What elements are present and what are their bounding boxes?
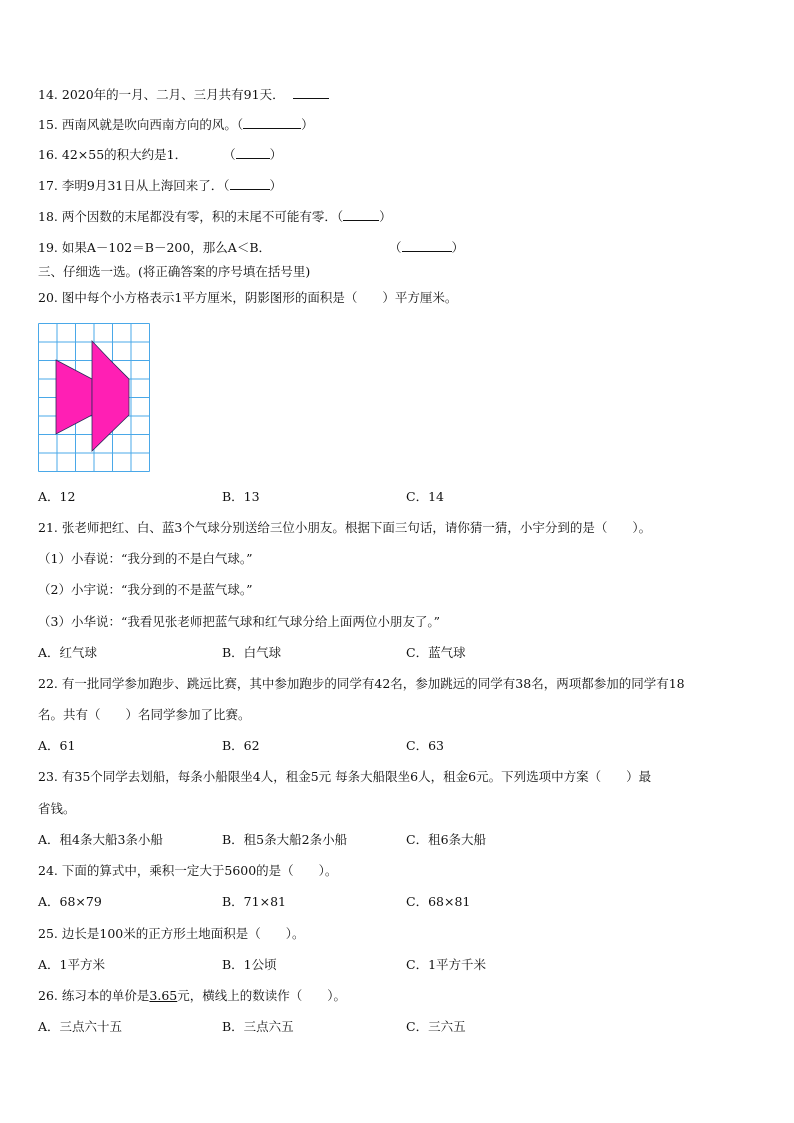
statement-1: （1）小春说：“我分到的不是白气球。” [38,551,253,566]
option-26-c[interactable]: C．三六五 [406,1019,466,1034]
question-22-cont: 名。共有（ ）名同学参加了比赛。 [38,707,251,722]
option-23-b[interactable]: B．租5条大船2条小船 [222,832,348,847]
option-23-c[interactable]: C．租6条大船 [406,832,487,847]
answer-blank[interactable] [402,239,452,252]
option-20-c[interactable]: C．14 [406,489,444,504]
option-26-a[interactable]: A．三点六十五 [38,1019,123,1034]
option-21-b[interactable]: B．白气球 [222,645,282,660]
question-17: 17. 李明9月31日从上海回来了．（ ） [38,178,283,193]
question-24: 24. 下面的算式中，乘积一定大于5600的是（ ）。 [38,863,338,878]
answer-blank[interactable] [243,116,301,129]
option-22-a[interactable]: A．61 [38,738,76,753]
option-23-a[interactable]: A．租4条大船3条小船 [38,832,163,847]
question-22: 22. 有一批同学参加跑步、跳远比赛，其中参加跑步的同学有42名，参加跳远的同学有38名，两项都参加的同学有18 [38,676,685,691]
section-title: 三、仔细选一选。(将正确答案的序号填在括号里) [38,264,311,279]
option-22-b[interactable]: B．62 [222,738,260,753]
answer-blank[interactable] [230,177,270,190]
option-24-a[interactable]: A．68×79 [38,894,102,909]
question-21: 21. 张老师把红、白、蓝3个气球分别送给三位小朋友。根据下面三句话，请你猜一猜，小宇分到的是（ ）。 [38,520,652,535]
question-20: 20. 图中每个小方格表示1平方厘米，阴影图形的面积是（ ）平方厘米。 [38,290,458,305]
area-grid-figure [38,323,152,473]
question-14: 14. 2020年的一月、二月、三月共有91天． [38,86,764,103]
option-25-b[interactable]: B．1公顷 [222,957,277,972]
option-25-a[interactable]: A．1平方米 [38,957,105,972]
answer-blank[interactable] [343,208,379,221]
statement-3: （3）小华说：“我看见张老师把蓝气球和红气球分给上面两位小朋友了。” [38,614,440,629]
option-22-c[interactable]: C．63 [406,738,444,753]
option-24-b[interactable]: B．71×81 [222,894,286,909]
question-15: 15. 西南风就是吹向西南方向的风。（ ） [38,117,314,132]
question-16: 16. 42×55的积大约是1． （ ） [38,147,283,162]
question-23-cont: 省钱。 [38,801,76,816]
underlined-number: 3.65 [149,988,178,1003]
answer-blank[interactable] [293,86,329,99]
option-20-b[interactable]: B．13 [222,489,260,504]
question-23: 23. 有35个同学去划船，每条小船限坐4人，租金5元 每条大船限坐6人，租金6元。下列选项中方案（ ）最 [38,769,652,784]
shaded-shape-left [56,360,92,434]
question-25: 25. 边长是100米的正方形土地面积是（ ）。 [38,926,305,941]
question-18: 18. 两个因数的末尾都没有零，积的末尾不可能有零．（ ） [38,209,392,224]
question-26: 26. 练习本的单价是3.65元，横线上的数读作（ ）。 [38,988,346,1003]
statement-2: （2）小宇说：“我分到的不是蓝气球。” [38,582,253,597]
option-21-c[interactable]: C．蓝气球 [406,645,466,660]
option-21-a[interactable]: A．红气球 [38,645,98,660]
answer-blank[interactable] [236,146,270,159]
option-24-c[interactable]: C．68×81 [406,894,471,909]
option-26-b[interactable]: B．三点六五 [222,1019,294,1034]
question-19: 19. 如果A－102＝B－200，那么A＜B． （ ） [38,240,465,255]
option-20-a[interactable]: A．12 [38,489,76,504]
option-25-c[interactable]: C．1平方千米 [406,957,487,972]
